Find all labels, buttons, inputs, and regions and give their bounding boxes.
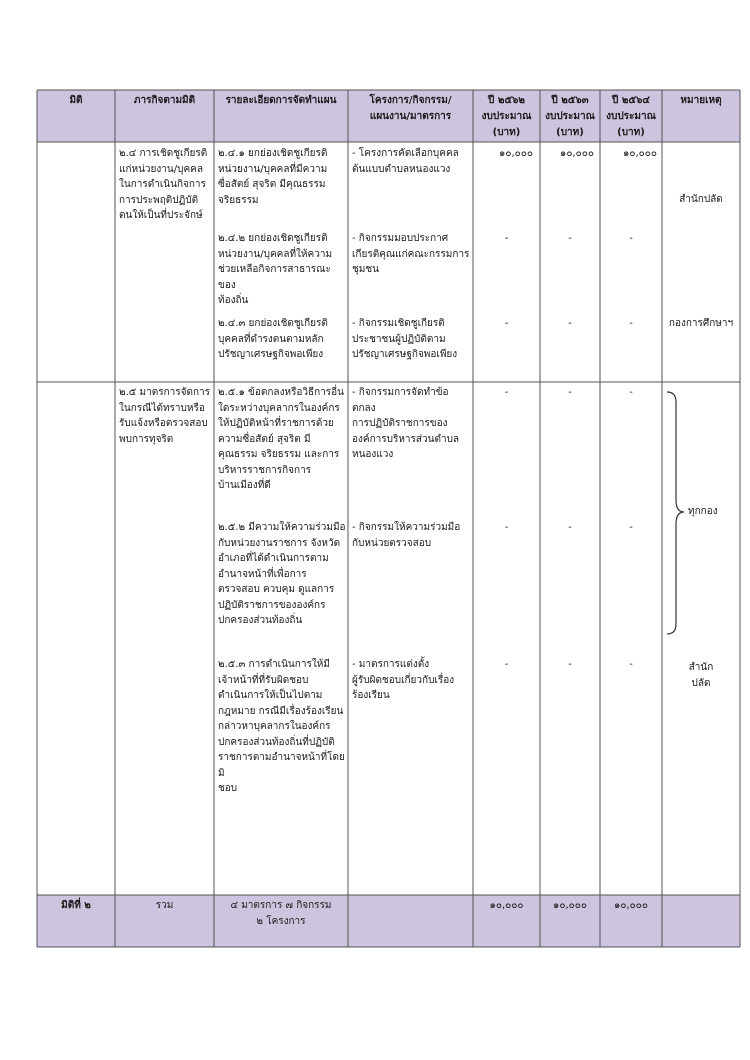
section24-row3-remark: กองการศึกษาฯ xyxy=(668,318,734,329)
section25-row3-y2: - xyxy=(568,659,572,670)
section24-mission: ๒.๔ การเชิดชูเกียรติ แก่หน่วยงาน/บุคคล ในการดำเนินกิจการ การประพฤติปฏิบัติ ตนให้เป็นที่ประจักษ์ xyxy=(119,148,208,221)
total-detail: ๔ มาตรการ ๗ กิจกรรม ๒ โครงการ xyxy=(230,900,332,927)
section25-last-remark: สำนัก ปลัด xyxy=(688,662,714,689)
header-dim: มิติ xyxy=(69,95,83,106)
section25-row3-y3: - xyxy=(629,659,633,670)
header-year2: ปี ๒๕๖๓ xyxy=(551,95,589,106)
section24-row3-y2: - xyxy=(568,318,572,329)
section24-row1-remark: สำนักปลัด xyxy=(679,194,723,205)
total-y2: ๑๐,๐๐๐ xyxy=(553,900,587,911)
section24-row1-detail: ๒.๔.๑ ยกย่องเชิดชูเกียรติ หน่วยงาน/บุคคลที่มีความ ซื่อสัตย์ สุจริต มีคุณธรรม จริยธรรม xyxy=(218,148,328,206)
header-year1-budget: งบประมาณ xyxy=(481,111,532,122)
section24-row1-project: - โครงการคัดเลือกบุคคล ต้นแบบตำบลหนองแวง xyxy=(352,148,459,175)
header-year3-baht: (บาท) xyxy=(617,127,645,138)
section24-row2-detail: ๒.๔.๒ ยกย่องเชิดชูเกียรติ หน่วยงาน/บุคคลที่ให้ความ ช่วยเหลือกิจการสาธารณะของ ท้องถิ่น xyxy=(218,233,333,306)
group-brace xyxy=(667,392,684,634)
section25-row1-detail: ๒.๕.๑ ข้อตกลงหรือวิธีการอื่น ใดระหว่างบุคลากรในองค์กร ให้ปฏิบัติหน้าที่ราชการด้วย ความซื่อสัตย์ สุจริต มี คุณธรรม จริยธรรม และการ บริหารราชการกิจการ บ้านเมืองที่ดี xyxy=(218,387,345,491)
section25-row2-project: - กิจกรรมให้ความร่วมมือ กับหน่วยตรวจสอบ xyxy=(352,522,461,549)
section25-row2-y3: - xyxy=(629,522,633,533)
section25-row3-detail: ๒.๕.๓ การดำเนินการให้มี เจ้าหน้าที่ที่รับผิดชอบ ดำเนินการให้เป็นไปตาม กฎหมาย กรณีมีเรื่องร้องเรียน กล่าวหาบุคลากรในองค์กร ปกครองส่วนท้องถิ่นที่ปฏิบัติ ราชการตามอำนาจหน้าที่โดยมิ ชอบ xyxy=(218,659,345,794)
header-mission: ภารกิจตามมิติ xyxy=(133,95,196,106)
section25-row1-project: - กิจกรรมการจัดทำข้อตกลง การปฏิบัติราชการของ องค์การบริหารส่วนตำบล หนองแวง xyxy=(352,387,460,460)
section25-row2-y2: - xyxy=(568,522,572,533)
section25-row1-y2: - xyxy=(568,387,572,398)
section24-row1-y1: ๑๐,๐๐๐ xyxy=(499,148,533,159)
section25-row1-y1: - xyxy=(504,387,509,398)
header-year1-baht: (บาท) xyxy=(492,127,521,138)
section24-row2-project: - กิจกรรมมอบประกาศ เกียรติคุณแก่คณะกรรมการ ชุมชน xyxy=(352,233,470,275)
section24-row3-detail: ๒.๔.๓ ยกย่องเชิดชูเกียรติ บุคคลที่ดำรงตนตามหลัก ปรัชญาเศรษฐกิจพอเพียง xyxy=(218,318,328,360)
total-y1: ๑๐,๐๐๐ xyxy=(489,900,524,911)
section24-row3-y1: - xyxy=(504,318,509,329)
section25-row2-y1: - xyxy=(504,522,509,533)
header-remark: หมายเหตุ xyxy=(680,95,722,106)
total-y3: ๑๐,๐๐๐ xyxy=(614,900,648,911)
total-label: รวม xyxy=(155,900,174,911)
header-year2-budget: งบประมาณ xyxy=(545,111,595,122)
section24-row1-y3: ๑๐,๐๐๐ xyxy=(623,148,657,159)
section25-group-remark: ทุกกอง xyxy=(688,506,718,517)
section25-mission: ๒.๕ มาตรการจัดการ ในกรณีได้ทราบหรือ รับแจ้งหรือตรวจสอบ พบการทุจริต xyxy=(119,387,211,445)
section25-row3-y1: - xyxy=(504,659,509,670)
section24-row2-y3: - xyxy=(629,233,633,244)
header-year2-baht: (บาท) xyxy=(556,127,584,138)
header-project-line1: โครงการ/กิจกรรม/ xyxy=(369,95,452,106)
header-year1: ปี ๒๕๖๒ xyxy=(488,95,525,106)
section24-row3-y3: - xyxy=(629,318,633,329)
header-year3-budget: งบประมาณ xyxy=(606,111,656,122)
header-plan-detail: รายละเอียดการจัดทำแผน xyxy=(225,95,337,106)
header-project-line2: แผนงาน/มาตรการ xyxy=(369,111,452,122)
section24-row2-y1: - xyxy=(504,233,509,244)
section24-row1-y2: ๑๐,๐๐๐ xyxy=(560,148,594,159)
total-dim: มิติที่ ๒ xyxy=(61,900,91,911)
header-year3: ปี ๒๕๖๔ xyxy=(612,95,650,106)
section25-row1-y3: - xyxy=(629,387,633,398)
section24-row2-y2: - xyxy=(568,233,572,244)
section25-row2-detail: ๒.๕.๒ มีความให้ความร่วมมือ กับหน่วยงานราชการ จังหวัด อำเภอที่ได้ดำเนินการตาม อำนาจหน้าที่เพื่อการ ตรวจสอบ ควบคุม ดูแลการ ปฏิบัติราชการขององค์กร ปกครองส่วนท้องถิ่น xyxy=(218,522,346,626)
section25-row3-project: - มาตรการแต่งตั้ง ผู้รับผิดชอบเกี่ยวกับเรื่อง ร้องเรียน xyxy=(352,659,455,701)
section24-row3-project: - กิจกรรมเชิดชูเกียรติ ประชาชนผู้ปฏิบัติตาม ปรัชญาเศรษฐกิจพอเพียง xyxy=(352,318,458,360)
